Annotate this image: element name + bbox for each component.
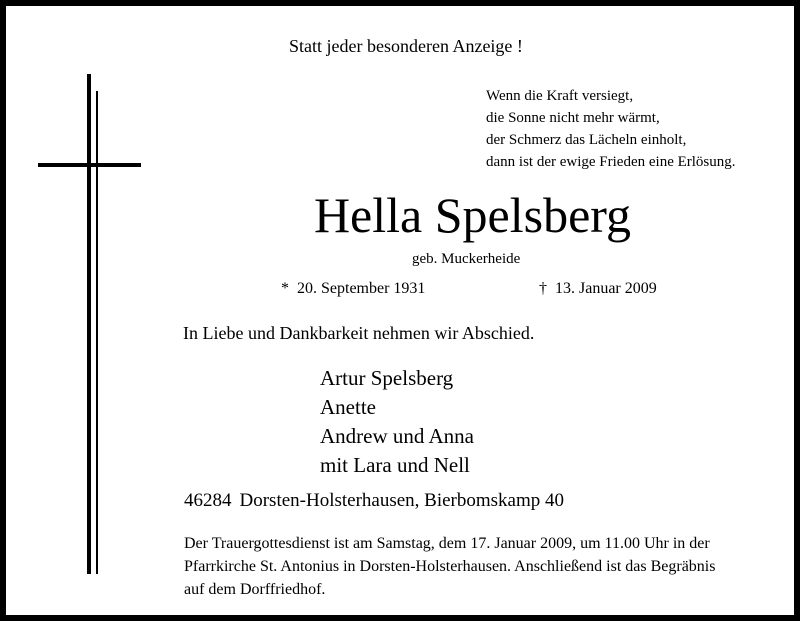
address-postcode: 46284: [184, 490, 232, 511]
notice-header: Statt jeder besonderen Anzeige !: [289, 36, 523, 56]
birth-name: geb. Muckerheide: [412, 251, 521, 267]
funeral-notice-line: Pfarrkirche St. Antonius in Dorsten-Holsterhausen. Anschließend ist das Begräbnis: [184, 558, 716, 575]
death-date: † 13. Januar 2009: [539, 280, 657, 297]
cross-horizontal-beam: [38, 163, 141, 167]
farewell-text: In Liebe und Dankbarkeit nehmen wir Abschied.: [183, 323, 535, 343]
poem-line: Wenn die Kraft versiegt,: [486, 88, 634, 104]
poem: [486, 85, 736, 173]
cross-icon: [6, 6, 206, 615]
poem-line: dann ist der ewige Frieden eine Erlösung.: [486, 154, 736, 170]
address: [184, 490, 564, 512]
poem-line: der Schmerz das Lächeln einholt,: [486, 132, 687, 148]
mourners-list: [320, 364, 474, 480]
deceased-name: Hella Spelsberg: [313, 187, 632, 243]
funeral-notice-line: Der Trauergottesdienst ist am Samstag, dem 17. Januar 2009, um 11.00 Uhr in der: [184, 535, 710, 552]
mourner-name: Anette: [320, 395, 376, 419]
address-street: Dorsten-Holsterhausen, Bierbomskamp 40: [239, 490, 565, 511]
poem-line: die Sonne nicht mehr wärmt,: [486, 110, 660, 126]
mourner-name: mit Lara und Nell: [320, 453, 470, 477]
birth-date: * 20. September 1931: [281, 280, 426, 297]
mourner-name: Andrew und Anna: [320, 424, 474, 448]
funeral-notice-line: auf dem Dorffriedhof.: [184, 581, 326, 598]
obituary-notice: [6, 6, 794, 615]
funeral-notice: [184, 532, 784, 601]
cross-vertical-beam: [87, 74, 91, 574]
mourner-name: Artur Spelsberg: [320, 366, 454, 390]
